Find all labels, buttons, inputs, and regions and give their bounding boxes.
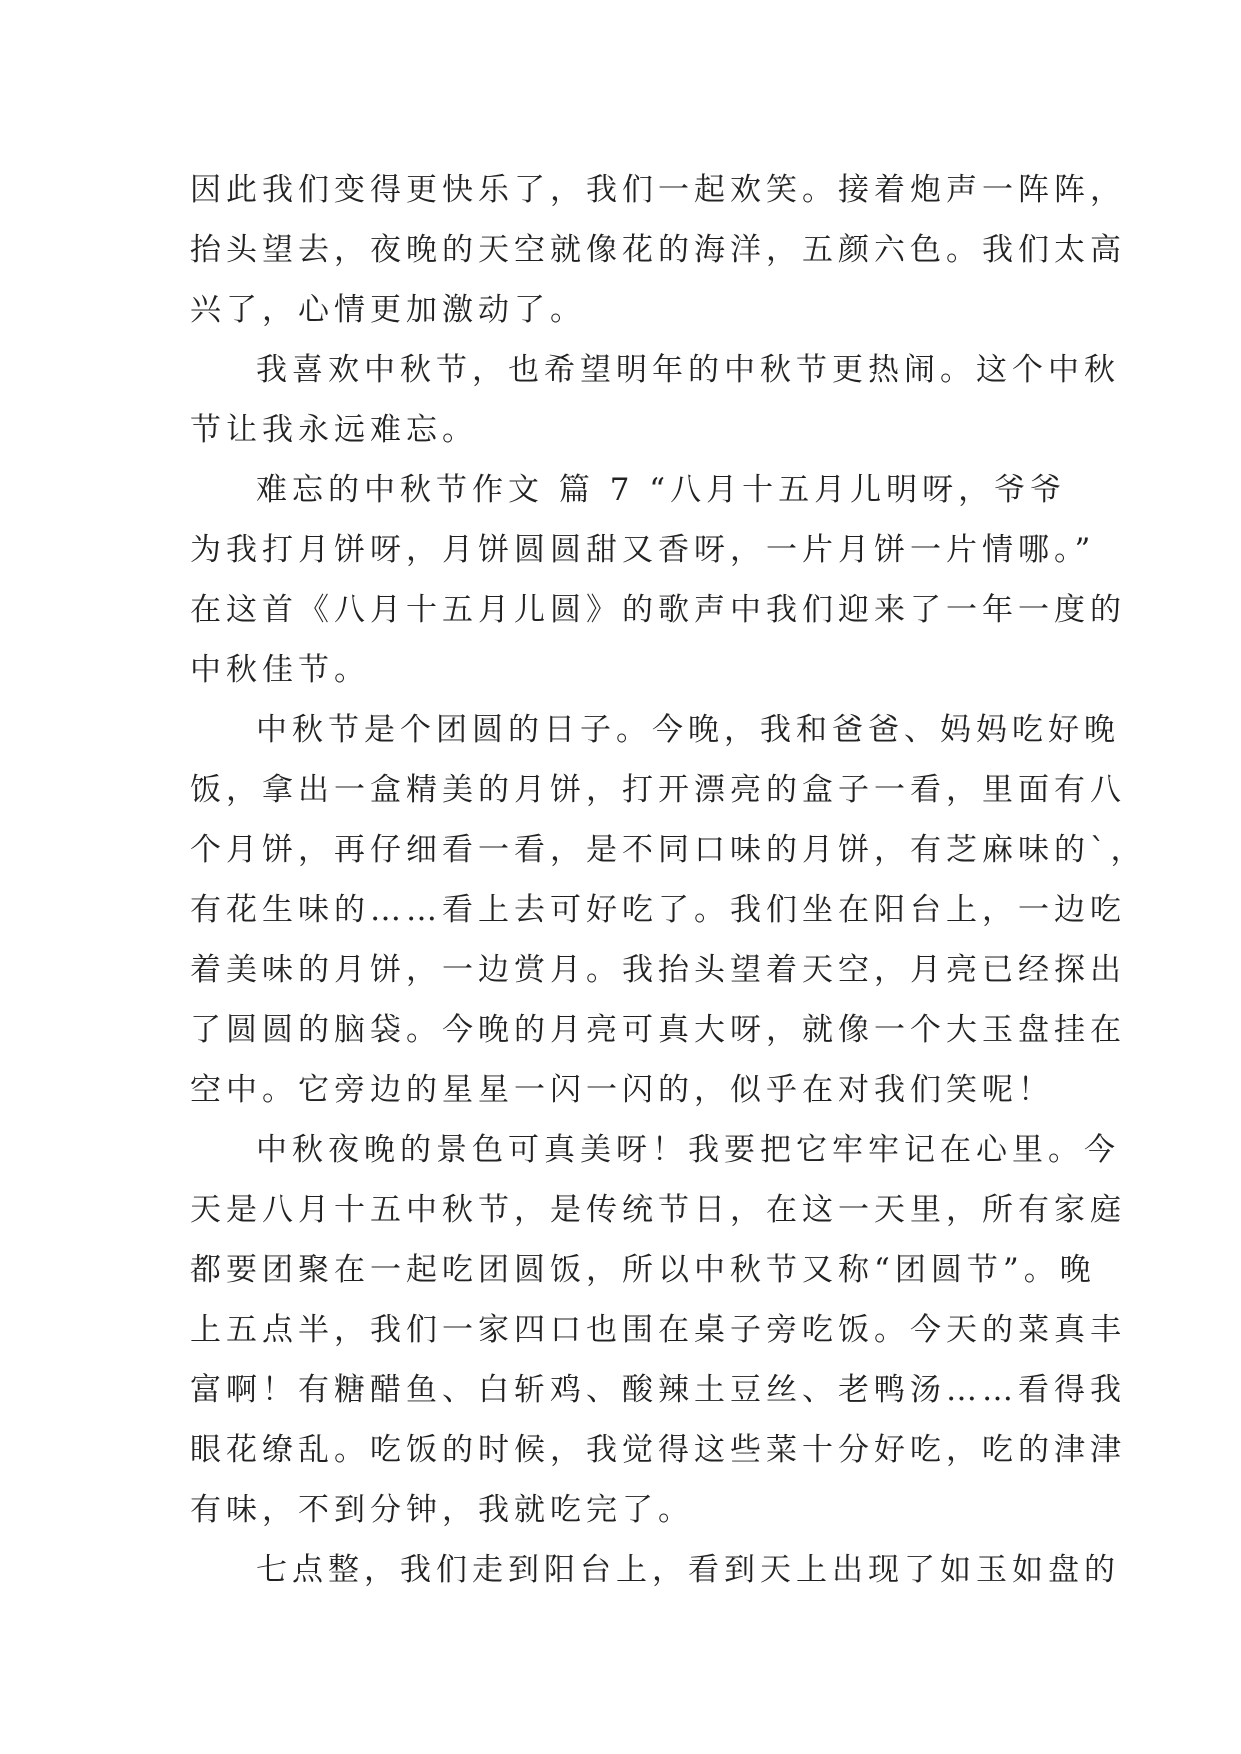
text-line: 饭，拿出一盒精美的月饼，打开漂亮的盒子一看，里面有八	[190, 772, 1126, 808]
text-line: 兴了，心情更加激动了。	[190, 292, 586, 328]
essay-text	[190, 160, 1147, 1600]
text-line: 了圆圆的脑袋。今晚的月亮可真大呀，就像一个大玉盘挂在	[190, 1012, 1126, 1048]
text-line: 节让我永远难忘。	[190, 412, 478, 448]
text-line: 上五点半，我们一家四口也围在桌子旁吃饭。今天的菜真丰	[190, 1312, 1126, 1348]
text-line: 个月饼，再仔细看一看，是不同口味的月饼，有芝麻味的`，	[190, 832, 1147, 868]
text-line: 有味，不到分钟，我就吃完了。	[190, 1492, 694, 1528]
text-line: 富啊！有糖醋鱼、白斩鸡、酸辣土豆丝、老鸭汤……看得我	[190, 1372, 1126, 1408]
text-line: 天是八月十五中秋节，是传统节日，在这一天里，所有家庭	[190, 1192, 1126, 1228]
text-line: 为我打月饼呀，月饼圆圆甜又香呀，一片月饼一片情哪。”	[190, 532, 1096, 568]
section-heading-line: 难忘的中秋节作文 篇 7 “八月十五月儿明呀，爷爷	[256, 472, 1067, 508]
text-line: 有花生味的……看上去可好吃了。我们坐在阳台上，一边吃	[190, 892, 1126, 928]
paragraph-first-line: 我喜欢中秋节，也希望明年的中秋节更热闹。这个中秋	[256, 352, 1120, 388]
text-line: 因此我们变得更快乐了，我们一起欢笑。接着炮声一阵阵，	[190, 172, 1126, 208]
paragraph-first-line: 七点整，我们走到阳台上，看到天上出现了如玉如盘的	[256, 1552, 1120, 1588]
text-line: 抬头望去，夜晚的天空就像花的海洋，五颜六色。我们太高	[190, 232, 1126, 268]
text-line: 在这首《八月十五月儿圆》的歌声中我们迎来了一年一度的	[190, 592, 1126, 628]
text-line: 空中。它旁边的星星一闪一闪的，似乎在对我们笑呢！	[190, 1072, 1054, 1108]
paragraph-first-line: 中秋节是个团圆的日子。今晚，我和爸爸、妈妈吃好晚	[256, 712, 1120, 748]
text-line: 中秋佳节。	[190, 652, 370, 688]
text-line: 眼花缭乱。吃饭的时候，我觉得这些菜十分好吃，吃的津津	[190, 1432, 1126, 1468]
paragraph-first-line: 中秋夜晚的景色可真美呀！我要把它牢牢记在心里。今	[256, 1132, 1120, 1168]
text-line: 都要团聚在一起吃团圆饭，所以中秋节又称“团圆节”。晚	[190, 1252, 1096, 1288]
text-line: 着美味的月饼，一边赏月。我抬头望着天空，月亮已经探出	[190, 952, 1126, 988]
